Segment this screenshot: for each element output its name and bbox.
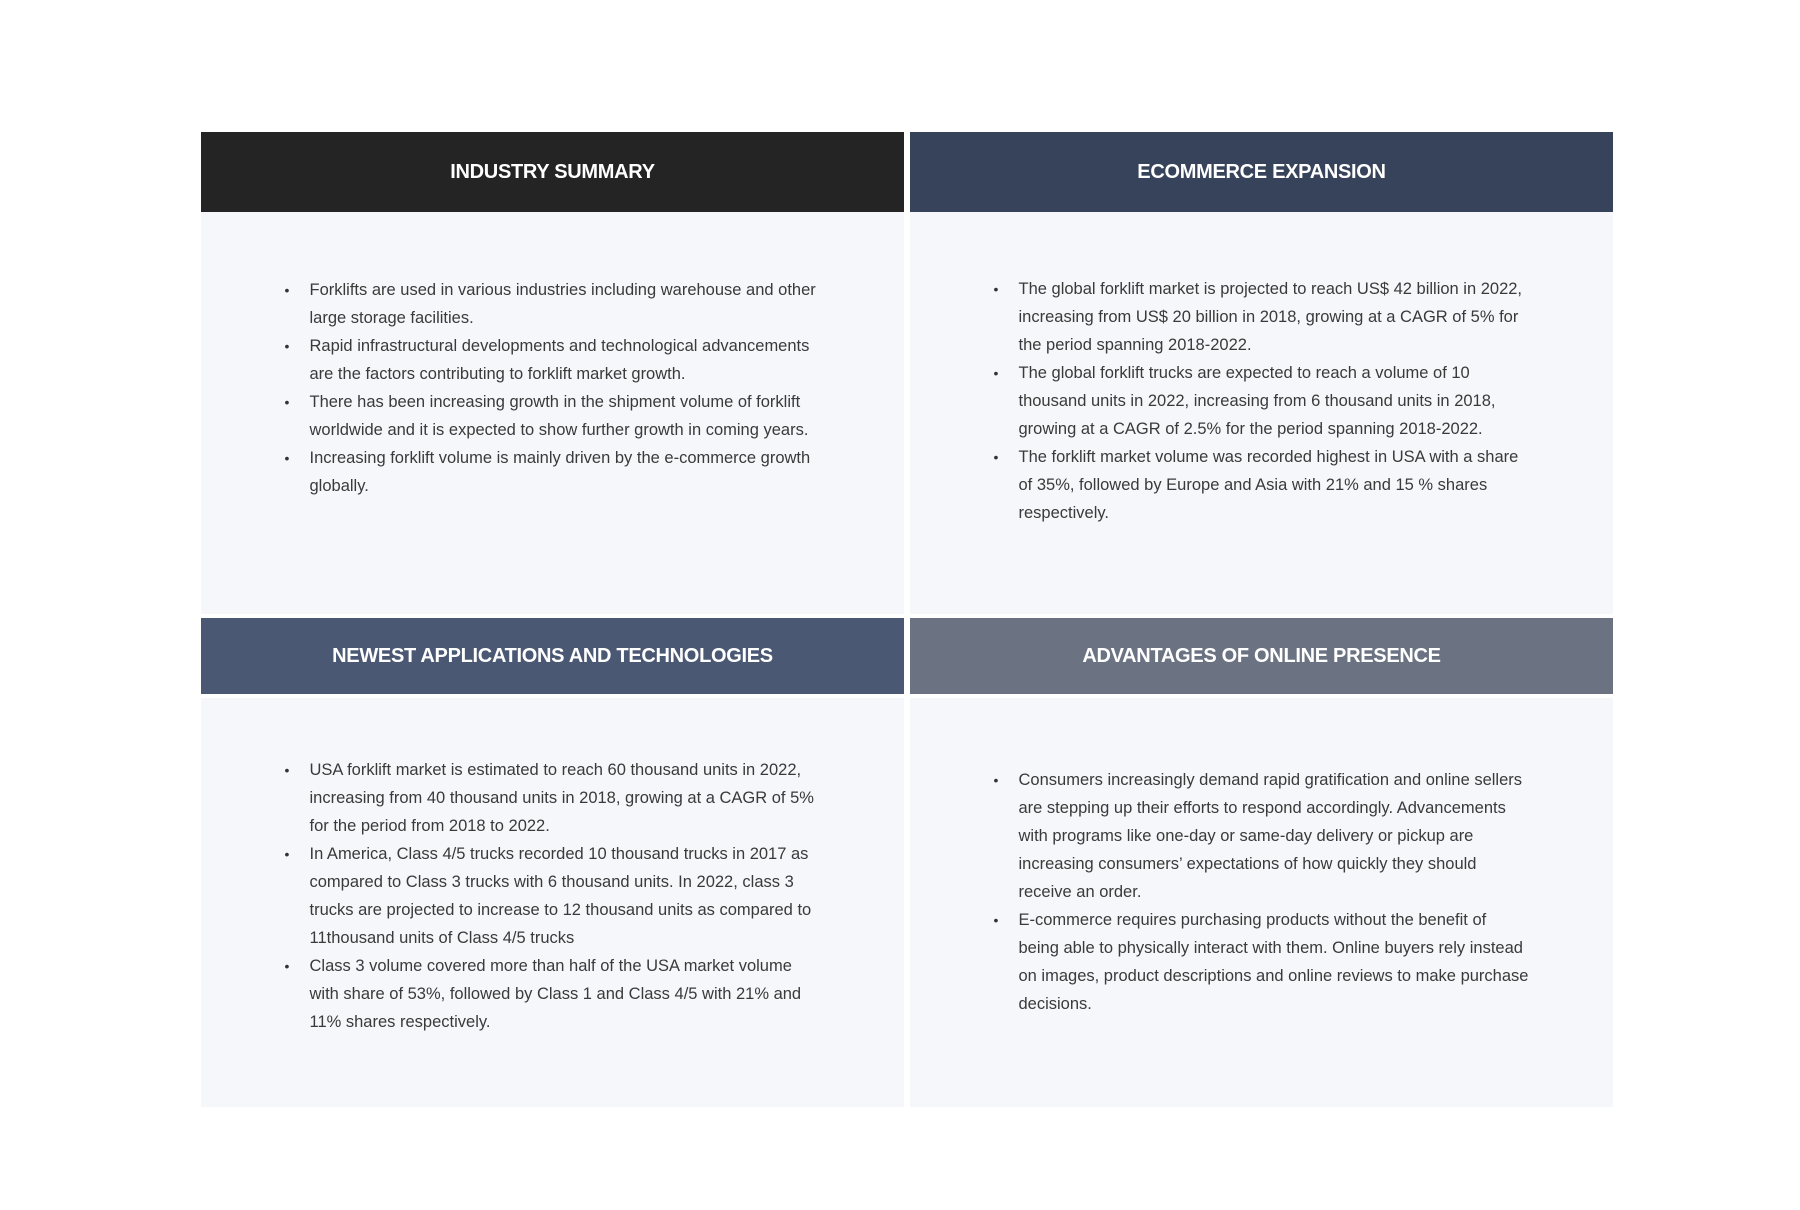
list-item: • Rapid infrastructural developments and technological advancements are the factors contributing to forklift market growth. bbox=[285, 332, 821, 388]
list-item: • In America, Class 4/5 trucks recorded 10 thousand trucks in 2017 as compared to Class 3 trucks with 6 thousand units. In 2022, class 3 trucks are projected to increase to 12 thousand units as compared to 11thousand units of Class 4/5 trucks bbox=[285, 840, 821, 952]
panel-header-online-presence bbox=[910, 618, 1613, 694]
panel-body-newest-applications bbox=[201, 698, 904, 1107]
panel-body-industry-summary bbox=[201, 212, 904, 614]
list-item: • The global forklift trucks are expected to reach a volume of 10 thousand units in 2022, increasing from 6 thousand units in 2018, growing at a CAGR of 2.5% for the period spanning 2018-2022. bbox=[994, 359, 1530, 443]
panel-body-online-presence bbox=[910, 698, 1613, 1107]
list-item: • The global forklift market is projected to reach US$ 42 billion in 2022, increasing from US$ 20 billion in 2018, growing at a CAGR of 5% for the period spanning 2018-2022. bbox=[994, 275, 1530, 359]
panel-header-industry-summary bbox=[201, 132, 904, 212]
summary-grid bbox=[201, 132, 1613, 1107]
panel-title: ECOMMERCE EXPANSION bbox=[1137, 160, 1386, 183]
list-item: • Forklifts are used in various industries including warehouse and other large storage facilities. bbox=[285, 276, 821, 332]
list-item: • Increasing forklift volume is mainly driven by the e-commerce growth globally. bbox=[285, 444, 821, 500]
panel-header-ecommerce-expansion bbox=[910, 132, 1613, 212]
panel-title: ADVANTAGES OF ONLINE PRESENCE bbox=[1082, 644, 1441, 667]
list-item: • USA forklift market is estimated to reach 60 thousand units in 2022, increasing from 40 thousand units in 2018, growing at a CAGR of 5% for the period from 2018 to 2022. bbox=[285, 756, 821, 840]
panel-header-newest-applications bbox=[201, 618, 904, 694]
list-item: • E-commerce requires purchasing products without the benefit of being able to physically interact with them. Online buyers rely instead on images, product descriptions and online reviews to make purchase decisions. bbox=[994, 906, 1530, 1018]
list-item: • Consumers increasingly demand rapid gratification and online sellers are stepping up their efforts to respond accordingly. Advancements with programs like one-day or same-day delivery or pickup are increasing consumers’ expectations of how quickly they should receive an order. bbox=[994, 766, 1530, 906]
bullet-list bbox=[994, 275, 1530, 527]
list-item: • There has been increasing growth in the shipment volume of forklift worldwide and it is expected to show further growth in coming years. bbox=[285, 388, 821, 444]
bullet-list bbox=[285, 276, 821, 500]
list-item: • The forklift market volume was recorded highest in USA with a share of 35%, followed by Europe and Asia with 21% and 15 % shares respectively. bbox=[994, 443, 1530, 527]
panel-title: INDUSTRY SUMMARY bbox=[450, 160, 655, 183]
bullet-list bbox=[285, 756, 821, 1036]
list-item: • Class 3 volume covered more than half of the USA market volume with share of 53%, followed by Class 1 and Class 4/5 with 21% and 11% shares respectively. bbox=[285, 952, 821, 1036]
bullet-list bbox=[994, 766, 1530, 1018]
panel-title: NEWEST APPLICATIONS AND TECHNOLOGIES bbox=[332, 644, 773, 667]
panel-body-ecommerce-expansion bbox=[910, 212, 1613, 614]
